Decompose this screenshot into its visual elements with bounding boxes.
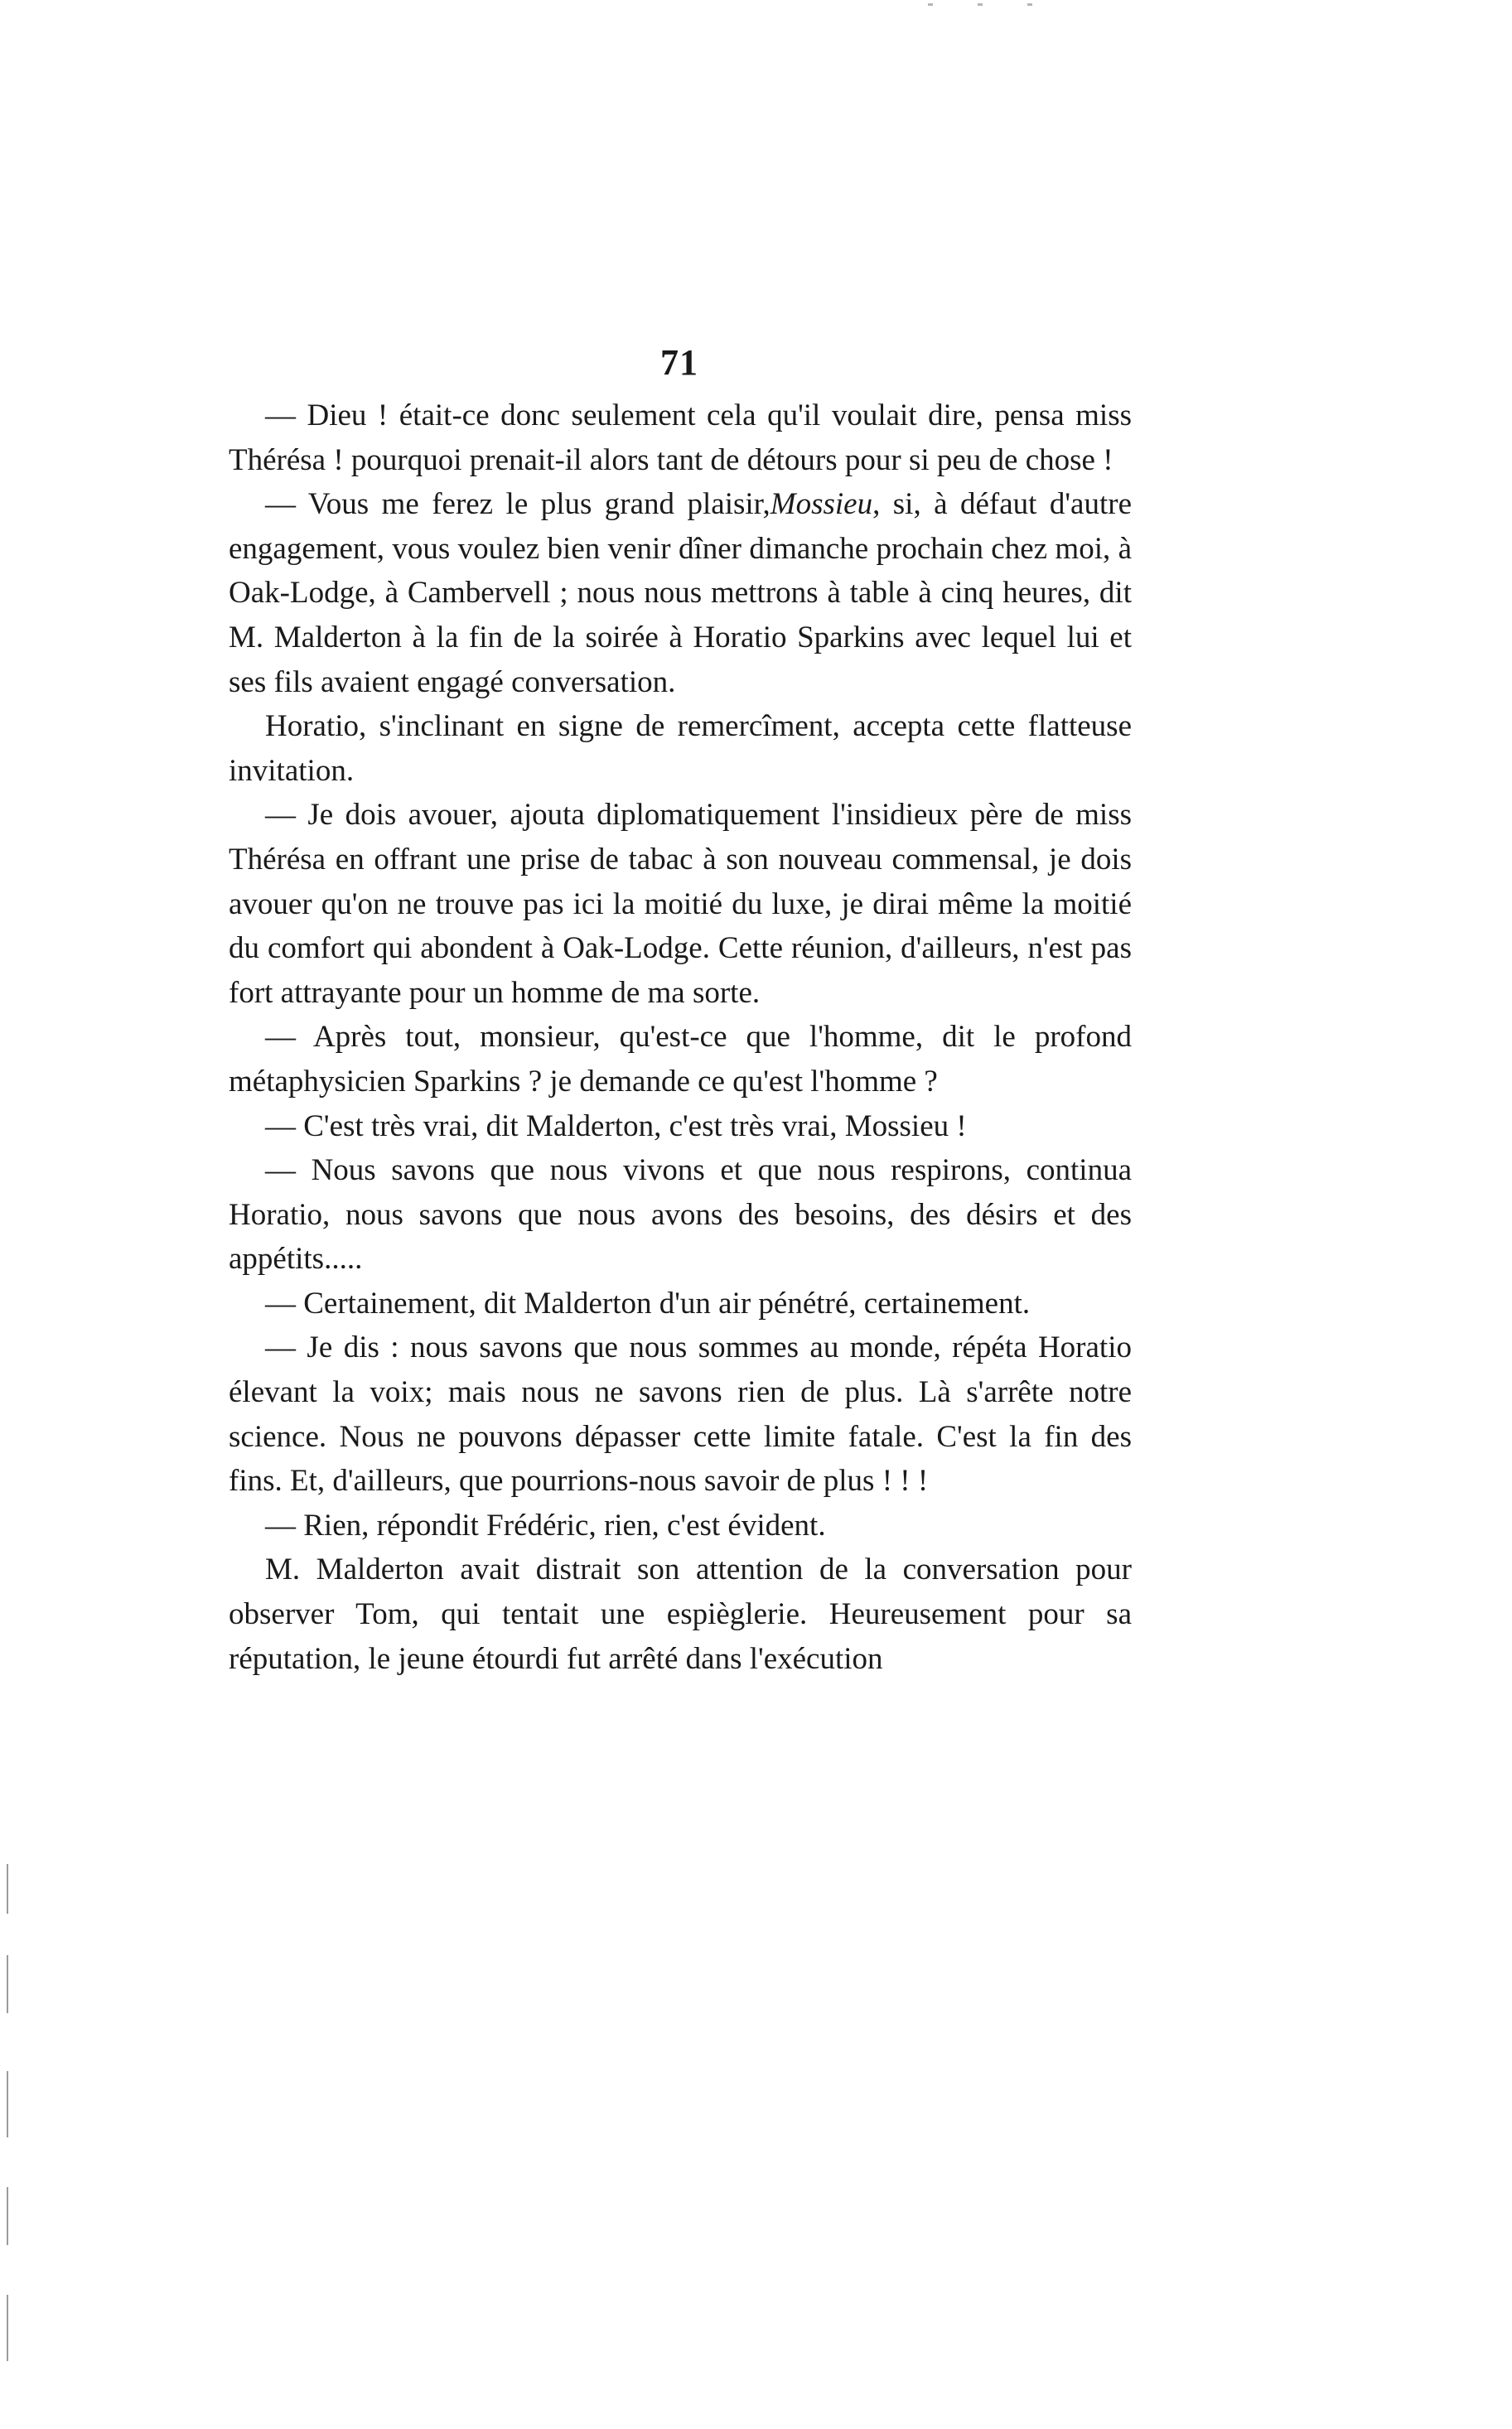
margin-mark-2 (7, 1955, 8, 2013)
margin-mark-3 (7, 2071, 8, 2137)
paragraph-8: — Certainement, dit Malderton d'un air pénétré, certainement. (265, 1286, 1031, 1321)
margin-mark-5 (7, 2295, 8, 2361)
paragraph-2-after: , si, à défaut d'autre engagement, vous voulez bien venir dîner dimanche prochain chez moi, à Oak-Lodge, à Cambervell ; nous nous mettrons à table à cinq heures, dit M. Malderton à la fin de la soirée à Horatio Sparkins avec lequel lui et ses fils avaient engagé conversation. (229, 487, 1132, 699)
paragraph-2-italic: Mossieu (770, 487, 873, 522)
paragraph-2 (229, 482, 1132, 704)
paragraph-5: — Après tout, monsieur, qu'est-ce que l'homme, dit le profond métaphysicien Sparkins ? je demande ce qu'est l'homme ? (229, 1020, 1132, 1099)
paragraph-3: Horatio, s'inclinant en signe de remercîment, accepta cette flatteuse invitation. (229, 709, 1132, 788)
paragraph-7: — Nous savons que nous vivons et que nous respirons, continua Horatio, nous savons que nous avons des besoins, des désirs et des appétits..... (229, 1153, 1132, 1277)
body-text (229, 394, 1132, 1681)
paragraph-9: — Je dis : nous savons que nous sommes au monde, répéta Horatio élevant la voix; mais nous ne savons rien de plus. Là s'arrête notre science. Nous ne pouvons dépasser cette limite fatale. C'est la fin des fins. Et, d'ailleurs, que pourrions-nous savoir de plus ! ! ! (229, 1330, 1132, 1499)
paragraph-10: — Rien, répondit Frédéric, rien, c'est évident. (265, 1508, 826, 1543)
margin-mark-4 (7, 2187, 8, 2245)
scan-speck-top-3 (1027, 3, 1032, 6)
scan-speck-top-1 (928, 3, 933, 6)
paragraph-6: — C'est très vrai, dit Malderton, c'est très vrai, Mossieu ! (265, 1108, 967, 1143)
page-number: 71 (660, 342, 698, 383)
paragraph-4: — Je dois avouer, ajouta diplomatiquement l'insidieux père de miss Thérésa en offrant une prise de tabac à son nouveau commensal, je dois avouer qu'on ne trouve pas ici la moitié du luxe, je dirai même la moitié du comfort qui abondent à Oak-Lodge. Cette réunion, d'ailleurs, n'est pas fort attrayante pour un homme de ma sorte. (229, 798, 1132, 1010)
margin-mark-1 (7, 1864, 8, 1914)
scan-speck-top-2 (978, 3, 983, 6)
paragraph-11: M. Malderton avait distrait son attention de la conversation pour observer Tom, qui tentait une espièglerie. Heureusement pour sa réputation, le jeune étourdi fut arrêté dans l'exécution (229, 1553, 1132, 1676)
paragraph-1: — Dieu ! était-ce donc seulement cela qu'il voulait dire, pensa miss Thérésa ! pourquoi prenait-il alors tant de détours pour si peu de chose ! (229, 398, 1132, 477)
paragraph-2-before: — Vous me ferez le plus grand plaisir, (265, 487, 770, 522)
